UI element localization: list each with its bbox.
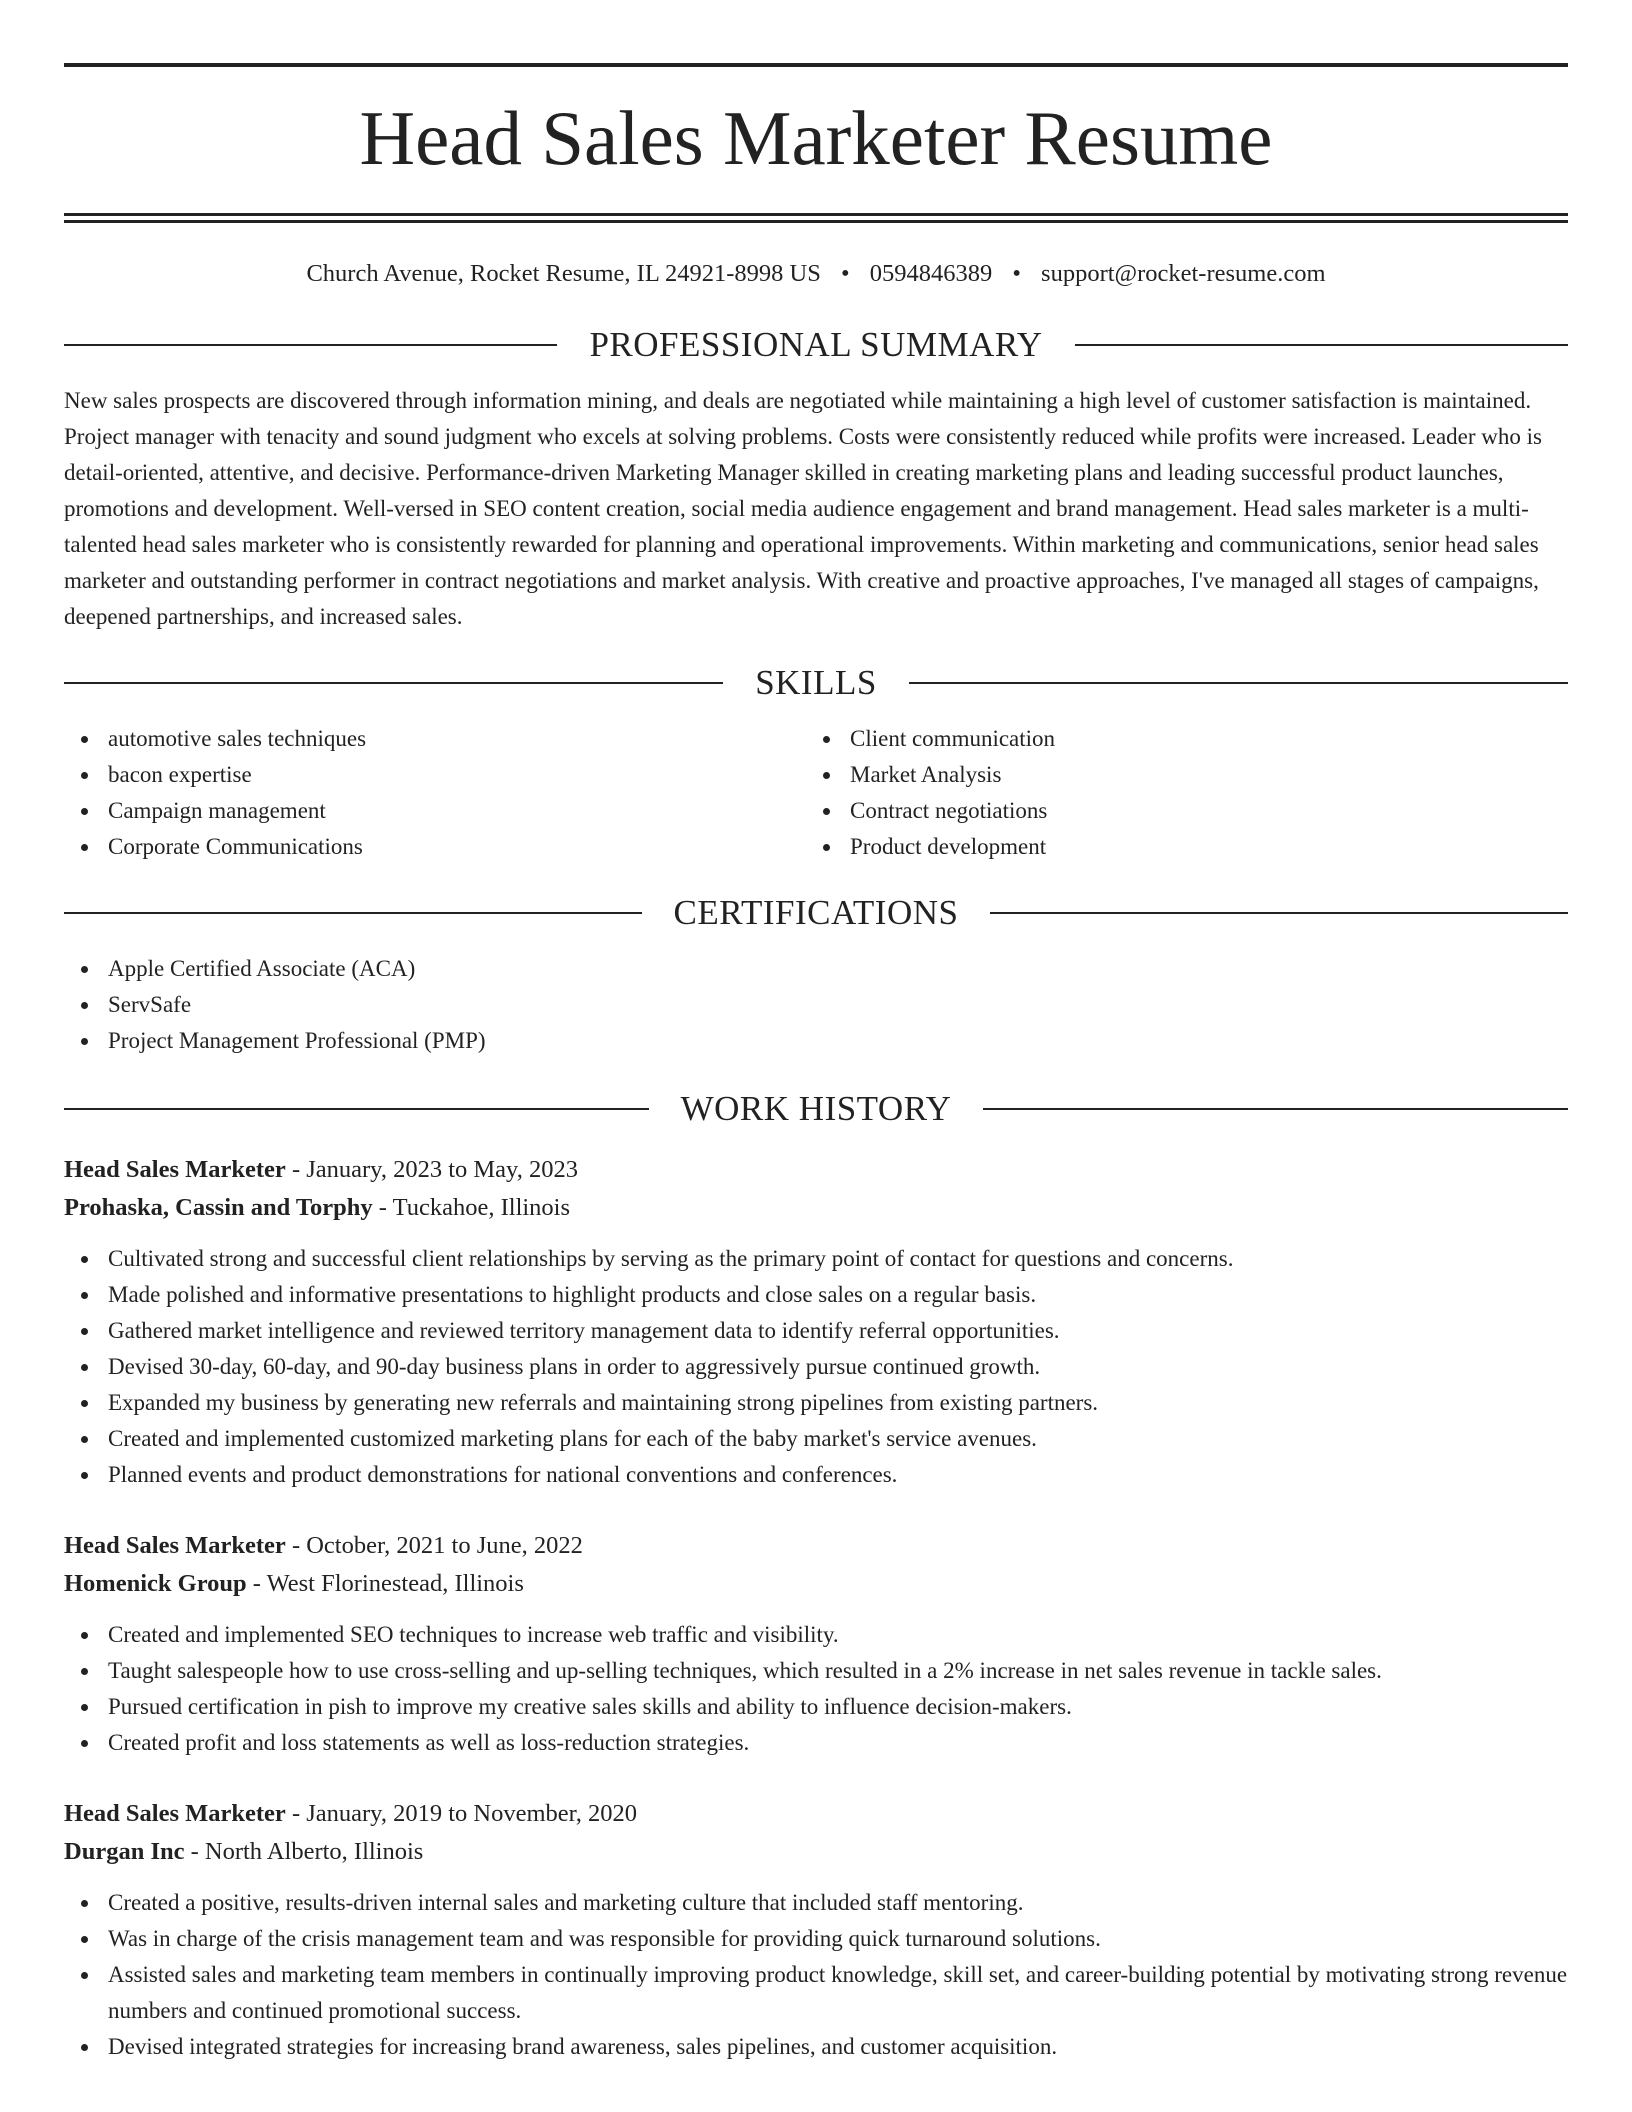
job-bullet: Assisted sales and marketing team members in continually improving product knowledge, skill set, and career-building potential by motivating strong revenue numbers and continued promotional success. [64,1957,1568,2029]
job-dates: - January, 2023 to May, 2023 [285,1156,578,1183]
heading-rule [983,1108,1568,1110]
job-title-line [64,1151,1568,1189]
job-company-line [64,1189,1568,1227]
skill-item: bacon expertise [64,757,806,793]
skills-column-right [806,721,1548,865]
heading-rule [64,682,723,684]
job-company: Durgan Inc [64,1838,185,1865]
job-company: Prohaska, Cassin and Torphy [64,1194,373,1221]
job-title: Head Sales Marketer [64,1800,286,1827]
job-entry [64,1527,1568,1761]
contact-separator: • [841,260,850,287]
job-bullet: Expanded my business by generating new referrals and maintaining strong pipelines from existing partners. [64,1385,1568,1421]
summary-paragraph: New sales prospects are discovered through information mining, and deals are negotiated while maintaining a high level of customer satisfaction is maintained. Project manager with tenacity and sound judgment who excels at solving problems. Costs were consistently reduced while profits were increased. Leader who is detail-oriented, attentive, and decisive. Performance-driven Marketing Manager skilled in creating marketing plans and leading successful product launches, promotions and development. Well-versed in SEO content creation, social media audience engagement and brand management. Head sales marketer is a multi-talented head sales marketer who is consistently rewarded for planning and operational improvements. Within marketing and communications, senior head sales marketer and outstanding performer in contract negotiations and market analysis. With creative and proactive approaches, I've managed all stages of campaigns, deepened partnerships, and increased sales. [64,388,1542,629]
section-heading-work [64,1087,1568,1131]
job-location: - West Florinestead, Illinois [246,1570,524,1597]
contact-address: Church Avenue, Rocket Resume, IL 24921-8998 US [306,260,821,287]
skill-item: Contract negotiations [806,793,1548,829]
job-location: - Tuckahoe, Illinois [372,1194,571,1221]
job-bullet: Created a positive, results-driven internal sales and marketing culture that included staff mentoring. [64,1885,1568,1921]
heading-rule [64,912,642,914]
work-history [64,1151,1568,2065]
job-bullet: Made polished and informative presentations to highlight products and close sales on a regular basis. [64,1277,1568,1313]
job-bullet: Created profit and loss statements as well as loss-reduction strategies. [64,1725,1568,1761]
heading-rule [1075,344,1568,346]
job-bullet: Cultivated strong and successful client relationships by serving as the primary point of contact for questions and concerns. [64,1241,1568,1277]
job-dates: - October, 2021 to June, 2022 [285,1532,583,1559]
job-bullet: Gathered market intelligence and reviewed territory management data to identify referral opportunities. [64,1313,1568,1349]
job-bullet: Created and implemented customized marketing plans for each of the baby market's service avenues. [64,1421,1568,1457]
job-title: Head Sales Marketer [64,1532,286,1559]
skill-item: Market Analysis [806,757,1548,793]
heading-rule [909,682,1568,684]
section-heading-summary [64,323,1568,367]
section-title: WORK HISTORY [680,1089,952,1128]
job-company: Homenick Group [64,1570,247,1597]
job-bullet: Planned events and product demonstrations for national conventions and conferences. [64,1457,1568,1493]
heading-rule [990,912,1568,914]
skill-item: automotive sales techniques [64,721,806,757]
section-title: SKILLS [755,663,877,702]
certification-item: ServSafe [64,987,1568,1023]
job-bullet: Devised integrated strategies for increasing brand awareness, sales pipelines, and customer acquisition. [64,2029,1568,2065]
job-bullet: Was in charge of the crisis management team and was responsible for providing quick turnaround solutions. [64,1921,1568,1957]
top-rule [64,63,1568,67]
job-entry [64,1795,1568,2065]
skill-item: Client communication [806,721,1548,757]
job-location: - North Alberto, Illinois [184,1838,424,1865]
job-company-line [64,1565,1568,1603]
skills-list [64,721,1568,865]
job-bullet: Devised 30-day, 60-day, and 90-day business plans in order to aggressively pursue continued growth. [64,1349,1568,1385]
contact-phone: 0594846389 [869,260,993,287]
skill-item: Campaign management [64,793,806,829]
job-title-line [64,1527,1568,1565]
job-title: Head Sales Marketer [64,1156,286,1183]
section-heading-skills [64,661,1568,705]
job-bullet: Taught salespeople how to use cross-selling and up-selling techniques, which resulted in a 2% increase in net sales revenue in tackle sales. [64,1653,1568,1689]
job-title-line [64,1795,1568,1833]
page-title: Head Sales Marketer Resume [359,95,1273,181]
job-bullets [64,1885,1568,2065]
job-entry [64,1151,1568,1493]
contact-line [64,259,1568,289]
resume-page [64,0,1568,2065]
contact-separator: • [1012,260,1021,287]
job-bullet: Created and implemented SEO techniques to increase web traffic and visibility. [64,1617,1568,1653]
section-heading-certifications [64,891,1568,935]
contact-email[interactable]: support@rocket-resume.com [1041,260,1326,287]
title-double-rule [64,213,1568,223]
heading-rule [64,344,557,346]
skill-item: Corporate Communications [64,829,806,865]
skills-column-left [64,721,806,865]
heading-rule [64,1108,649,1110]
job-dates: - January, 2019 to November, 2020 [285,1800,638,1827]
job-bullet: Pursued certification in pish to improve my creative sales skills and ability to influence decision-makers. [64,1689,1568,1725]
job-bullets [64,1241,1568,1493]
section-title: CERTIFICATIONS [673,893,959,932]
certifications-list [64,951,1568,1059]
certification-item: Project Management Professional (PMP) [64,1023,1568,1059]
certification-item: Apple Certified Associate (ACA) [64,951,1568,987]
skill-item: Product development [806,829,1548,865]
section-title: PROFESSIONAL SUMMARY [589,325,1043,364]
job-company-line [64,1833,1568,1871]
job-bullets [64,1617,1568,1761]
